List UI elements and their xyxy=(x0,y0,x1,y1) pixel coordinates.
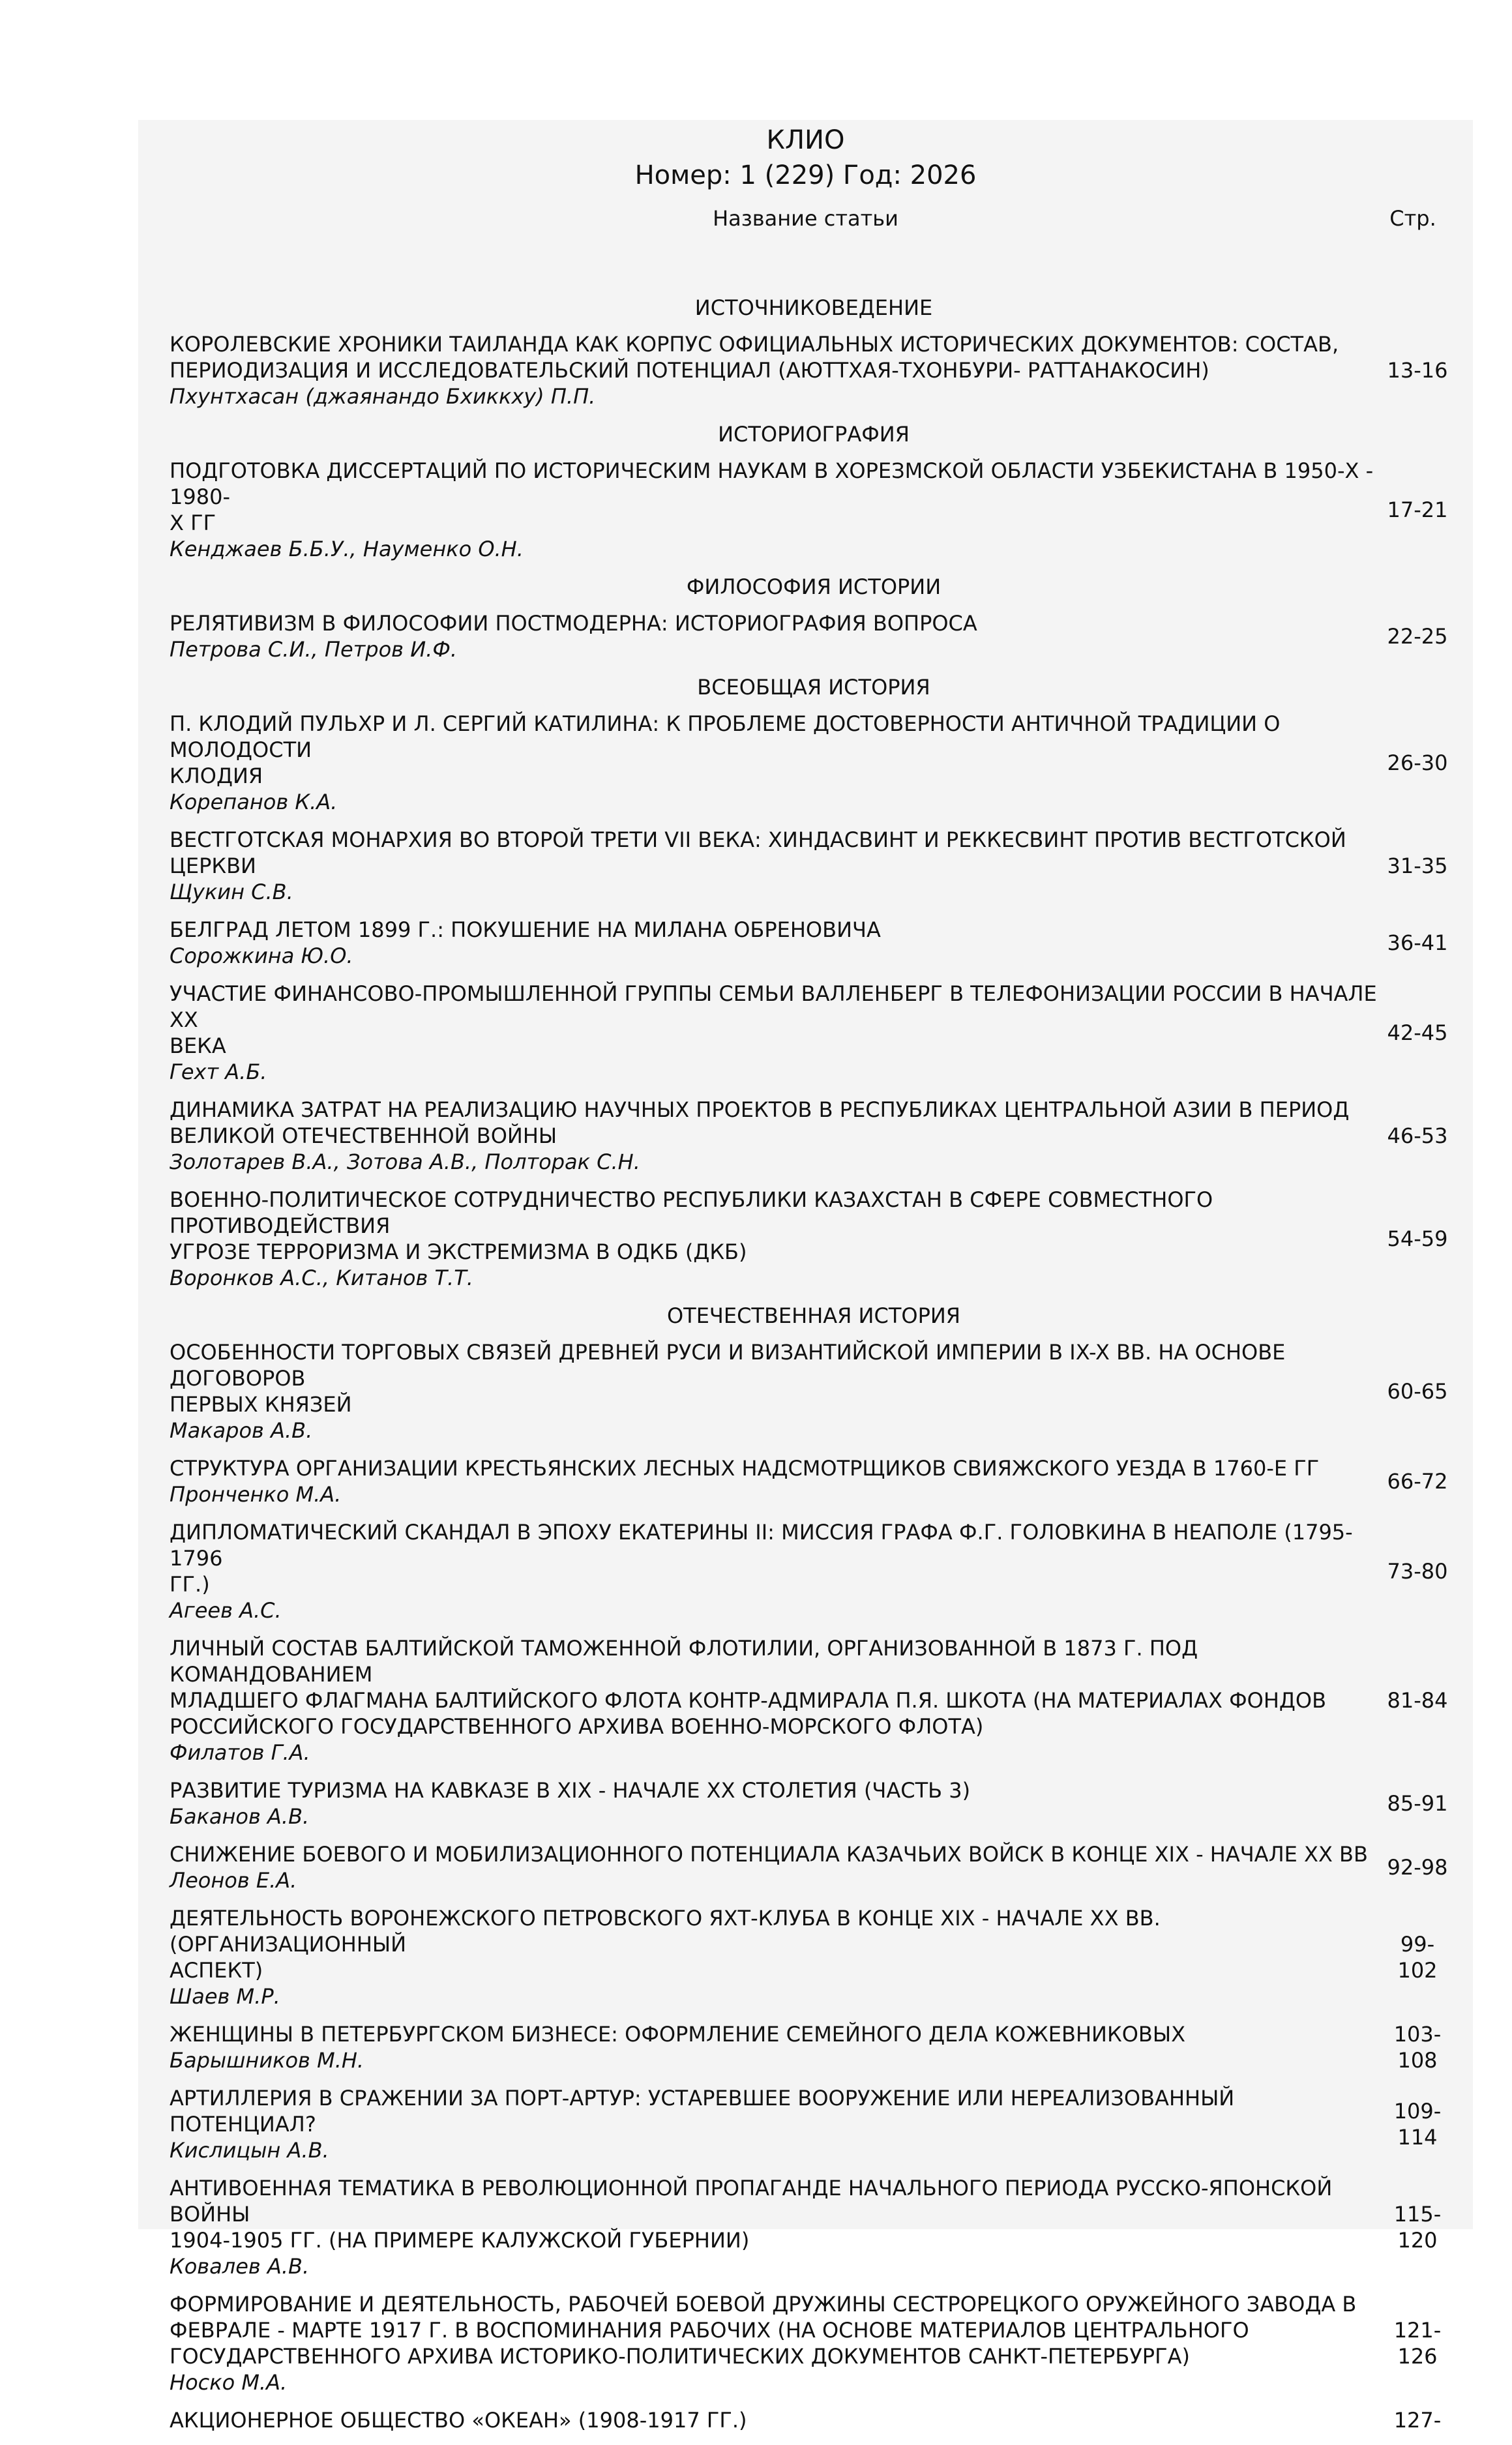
article-title-link[interactable]: ДИПЛОМАТИЧЕСКИЙ СКАНДАЛ В ЭПОХУ ЕКАТЕРИНЫ II: МИССИЯ ГРАФА Ф.Г. ГОЛОВКИНА В НЕАПОЛЕ (1795-1796 ГГ.) xyxy=(170,1520,1353,1597)
article-pages: 42-45 xyxy=(1387,1020,1448,1045)
article-body xyxy=(170,1339,1377,1444)
article-body xyxy=(170,2175,1377,2279)
section-heading: ОТЕЧЕСТВЕННАЯ ИСТОРИЯ xyxy=(666,1303,961,1328)
article-pages: 46-53 xyxy=(1387,1123,1448,1148)
article-pages: 99- 102 xyxy=(1397,1932,1438,1983)
article-pages: 127- xyxy=(1393,2408,1442,2433)
article-authors-link[interactable]: Агеев А.С. xyxy=(170,1598,282,1623)
article-body xyxy=(170,1635,1377,1766)
article-body xyxy=(170,1905,1377,2009)
article-entry xyxy=(170,2021,1458,2073)
article-entry xyxy=(170,2291,1458,2395)
article-authors-link[interactable]: Пронченко М.А. xyxy=(170,1482,342,1507)
article-title-link[interactable]: АНТИВОЕННАЯ ТЕМАТИКА В РЕВОЛЮЦИОННОЙ ПРОПАГАНДЕ НАЧАЛЬНОГО ПЕРИОДА РУССКО-ЯПОНСКОЙ ВОЙНЫ 1904-1905 ГГ. (НА ПРИМЕРЕ КАЛУЖСКОЙ ГУБЕРНИИ) xyxy=(170,2176,1333,2253)
article-title-link[interactable]: ЛИЧНЫЙ СОСТАВ БАЛТИЙСКОЙ ТАМОЖЕННОЙ ФЛОТИЛИИ, ОРГАНИЗОВАННОЙ В 1873 Г. ПОД КОМАНДОВАНИЕМ МЛАДШЕГО ФЛАГМАНА БАЛТИЙСКОГО ФЛОТА КОНТР-АДМИРАЛА П.Я. ШКОТА (НА МАТЕРИАЛАХ ФОНДОВ РОССИЙСКОГО ГОСУДАРСТВЕННОГО АРХИВА ВОЕННО-МОРСКОГО ФЛОТА) xyxy=(170,1636,1327,1739)
article-title-link[interactable]: БЕЛГРАД ЛЕТОМ 1899 Г.: ПОКУШЕНИЕ НА МИЛАНА ОБРЕНОВИЧА xyxy=(170,917,881,942)
article-authors-link[interactable]: Макаров А.В. xyxy=(170,1418,313,1443)
article-title-link[interactable]: ОСОБЕННОСТИ ТОРГОВЫХ СВЯЗЕЙ ДРЕВНЕЙ РУСИ И ВИЗАНТИЙСКОЙ ИМПЕРИИ В IX-X ВВ. НА ОСНОВЕ ДОГОВОРОВ ПЕРВЫХ КНЯЗЕЙ xyxy=(170,1340,1286,1417)
article-pages: 26-30 xyxy=(1387,750,1448,775)
article-title-link[interactable]: АРТИЛЛЕРИЯ В СРАЖЕНИИ ЗА ПОРТ-АРТУР: УСТАРЕВШЕЕ ВООРУЖЕНИЕ ИЛИ НЕРЕАЛИЗОВАННЫЙ ПОТЕНЦИАЛ? xyxy=(170,2086,1235,2137)
article-body xyxy=(170,1097,1377,1175)
article-entry xyxy=(170,2407,1458,2433)
article-pages: 22-25 xyxy=(1387,624,1448,649)
article-title-link[interactable]: ПОДГОТОВКА ДИССЕРТАЦИЙ ПО ИСТОРИЧЕСКИМ НАУКАМ В ХОРЕЗМСКОЙ ОБЛАСТИ УЗБЕКИСТАНА В 1950-Х - 1980- Х ГГ xyxy=(170,458,1374,535)
article-title-link[interactable]: П. КЛОДИЙ ПУЛЬХР И Л. СЕРГИЙ КАТИЛИНА: К ПРОБЛЕМЕ ДОСТОВЕРНОСТИ АНТИЧНОЙ ТРАДИЦИИ О МОЛОДОСТИ КЛОДИЯ xyxy=(170,711,1281,788)
article-authors-link[interactable]: Пхунтхасан (джаянандо Бхиккху) П.П. xyxy=(170,384,596,409)
article-pages: 60-65 xyxy=(1387,1379,1448,1404)
journal-title: КЛИО xyxy=(766,125,845,155)
article-body xyxy=(170,917,1377,969)
article-entry xyxy=(170,827,1458,905)
article-pages: 13-16 xyxy=(1387,358,1448,383)
article-title-link[interactable]: АКЦИОНЕРНОЕ ОБЩЕСТВО «ОКЕАН» (1908-1917 ГГ.) xyxy=(170,2408,747,2433)
article-authors-link[interactable]: Гехт А.Б. xyxy=(170,1060,267,1084)
article-pages: 85-91 xyxy=(1387,1791,1448,1816)
article-entry xyxy=(170,610,1458,662)
article-title-link[interactable]: СТРУКТУРА ОРГАНИЗАЦИИ КРЕСТЬЯНСКИХ ЛЕСНЫХ НАДСМОТРЩИКОВ СВИЯЖСКОГО УЕЗДА В 1760-Е ГГ xyxy=(170,1456,1320,1481)
article-pages: 73-80 xyxy=(1387,1559,1448,1584)
column-header-pages: Стр. xyxy=(1389,206,1436,231)
article-entry xyxy=(170,1841,1458,1893)
article-pages: 54-59 xyxy=(1387,1226,1448,1251)
article-entry xyxy=(170,458,1458,562)
article-entry xyxy=(170,981,1458,1085)
section-heading: ИСТОРИОГРАФИЯ xyxy=(718,422,910,447)
article-body xyxy=(170,610,1377,662)
article-authors-link[interactable]: Щукин С.В. xyxy=(170,880,293,904)
article-pages: 92-98 xyxy=(1387,1855,1448,1880)
article-authors-link[interactable]: Носко М.А. xyxy=(170,2370,288,2395)
article-authors-link[interactable]: Петрова С.И., Петров И.Ф. xyxy=(170,637,458,662)
article-entry xyxy=(170,1455,1458,1507)
article-pages: 81-84 xyxy=(1387,1688,1448,1713)
article-entry xyxy=(170,1187,1458,1291)
article-pages: 109- 114 xyxy=(1393,2099,1442,2150)
article-body xyxy=(170,2021,1377,2073)
section-heading: ФИЛОСОФИЯ ИСТОРИИ xyxy=(686,574,941,599)
article-authors-link[interactable]: Шаев М.Р. xyxy=(170,1984,280,2009)
article-body xyxy=(170,2291,1377,2395)
article-entry xyxy=(170,331,1458,409)
article-entry xyxy=(170,1097,1458,1175)
article-pages: 115- 120 xyxy=(1393,2202,1442,2253)
article-pages: 17-21 xyxy=(1387,497,1448,522)
article-body xyxy=(170,458,1377,562)
section-heading: ИСТОЧНИКОВЕДЕНИЕ xyxy=(694,295,933,320)
article-authors-link[interactable]: Леонов Е.А. xyxy=(170,1868,297,1893)
table-of-contents xyxy=(170,295,1458,2445)
article-title-link[interactable]: ВЕСТГОТСКАЯ МОНАРХИЯ ВО ВТОРОЙ ТРЕТИ VII ВЕКА: ХИНДАСВИНТ И РЕККЕСВИНТ ПРОТИВ ВЕСТГОТСКОЙ ЦЕРКВИ xyxy=(170,827,1346,878)
article-entry xyxy=(170,1339,1458,1444)
article-title-link[interactable]: ФОРМИРОВАНИЕ И ДЕЯТЕЛЬНОСТЬ, РАБОЧЕЙ БОЕВОЙ ДРУЖИНЫ СЕСТРОРЕЦКОГО ОРУЖЕЙНОГО ЗАВОДА В ФЕВРАЛЕ - МАРТЕ 1917 Г. В ВОСПОМИНАНИЯ РАБОЧИХ (НА ОСНОВЕ МАТЕРИАЛОВ ЦЕНТРАЛЬНОГО ГОСУДАРСТВЕННОГО АРХИВА ИСТОРИКО-ПОЛИТИЧЕСКИХ ДОКУМЕНТОВ САНКТ-ПЕТЕРБУРГА) xyxy=(170,2292,1357,2369)
article-title-link[interactable]: РЕЛЯТИВИЗМ В ФИЛОСОФИИ ПОСТМОДЕРНА: ИСТОРИОГРАФИЯ ВОПРОСА xyxy=(170,611,977,636)
article-body xyxy=(170,711,1377,815)
contents-sheet xyxy=(138,120,1473,2433)
article-authors-link[interactable]: Золотарев В.А., Зотова А.В., Полторак С.Н. xyxy=(170,1149,640,1174)
issue-line: Номер: 1 (229) Год: 2026 xyxy=(634,160,977,190)
article-pages: 36-41 xyxy=(1387,930,1448,955)
article-body xyxy=(170,1841,1377,1893)
article-body xyxy=(170,331,1377,409)
article-title-link[interactable]: РАЗВИТИЕ ТУРИЗМА НА КАВКАЗЕ В XIX - НАЧАЛЕ XX СТОЛЕТИЯ (ЧАСТЬ 3) xyxy=(170,1778,971,1803)
article-pages: 103- 108 xyxy=(1393,2022,1442,2073)
article-title-link[interactable]: СНИЖЕНИЕ БОЕВОГО И МОБИЛИЗАЦИОННОГО ПОТЕНЦИАЛА КАЗАЧЬИХ ВОЙСК В КОНЦЕ XIX - НАЧАЛЕ ХХ ВВ xyxy=(170,1842,1368,1867)
article-entry xyxy=(170,1777,1458,1830)
article-title-link[interactable]: УЧАСТИЕ ФИНАНСОВО-ПРОМЫШЛЕННОЙ ГРУППЫ СЕМЬИ ВАЛЛЕНБЕРГ В ТЕЛЕФОНИЗАЦИИ РОССИИ В НАЧАЛЕ ХХ ВЕКА xyxy=(170,981,1377,1058)
column-header-title: Название статьи xyxy=(713,206,898,231)
article-authors-link[interactable]: Баканов А.В. xyxy=(170,1804,310,1829)
article-authors-link[interactable]: Кислицын А.В. xyxy=(170,2138,329,2163)
article-body xyxy=(170,1455,1377,1507)
article-pages: 66-72 xyxy=(1387,1469,1448,1494)
article-title-link[interactable]: ВОЕННО-ПОЛИТИЧЕСКОЕ СОТРУДНИЧЕСТВО РЕСПУБЛИКИ КАЗАХСТАН В СФЕРЕ СОВМЕСТНОГО ПРОТИВОДЕЙСТВИЯ УГРОЗЕ ТЕРРОРИЗМА И ЭКСТРЕМИЗМА В ОДКБ (ДКБ) xyxy=(170,1187,1213,1264)
article-body xyxy=(170,1519,1377,1623)
article-body xyxy=(170,2085,1377,2163)
article-entry xyxy=(170,1635,1458,1766)
article-pages: 121- 126 xyxy=(1393,2318,1442,2369)
article-authors-link[interactable]: Сорожкина Ю.О. xyxy=(170,943,353,968)
article-authors-link[interactable]: Барышников М.Н. xyxy=(170,2048,364,2073)
article-title-link[interactable]: ДЕЯТЕЛЬНОСТЬ ВОРОНЕЖСКОГО ПЕТРОВСКОГО ЯХТ-КЛУБА В КОНЦЕ XIX - НАЧАЛЕ ХХ ВВ. (ОРГАНИЗАЦИОННЫЙ АСПЕКТ) xyxy=(170,1906,1161,1983)
article-body xyxy=(170,2407,1377,2433)
section-heading: ВСЕОБЩАЯ ИСТОРИЯ xyxy=(697,675,930,700)
article-entry xyxy=(170,1905,1458,2009)
article-title-link[interactable]: ЖЕНЩИНЫ В ПЕТЕРБУРГСКОМ БИЗНЕСЕ: ОФОРМЛЕНИЕ СЕМЕЙНОГО ДЕЛА КОЖЕВНИКОВЫХ xyxy=(170,2022,1185,2047)
article-authors-link[interactable]: Филатов Г.А. xyxy=(170,1740,310,1765)
article-authors-link[interactable]: Воронков А.С., Китанов Т.Т. xyxy=(170,1266,473,1290)
article-body xyxy=(170,827,1377,905)
article-authors-link[interactable]: Ковалев А.В. xyxy=(170,2254,310,2279)
article-pages: 31-35 xyxy=(1387,853,1448,878)
article-body xyxy=(170,1187,1377,1291)
article-authors-link[interactable]: Корепанов К.А. xyxy=(170,790,338,814)
article-authors-link[interactable]: Кенджаев Б.Б.У., Науменко О.Н. xyxy=(170,537,524,561)
article-title-link[interactable]: ДИНАМИКА ЗАТРАТ НА РЕАЛИЗАЦИЮ НАУЧНЫХ ПРОЕКТОВ В РЕСПУБЛИКАХ ЦЕНТРАЛЬНОЙ АЗИИ В ПЕРИОД ВЕЛИКОЙ ОТЕЧЕСТВЕННОЙ ВОЙНЫ xyxy=(170,1097,1350,1148)
article-title-link[interactable]: КОРОЛЕВСКИЕ ХРОНИКИ ТАИЛАНДА КАК КОРПУС ОФИЦИАЛЬНЫХ ИСТОРИЧЕСКИХ ДОКУМЕНТОВ: СОСТАВ, ПЕРИОДИЗАЦИЯ И ИССЛЕДОВАТЕЛЬСКИЙ ПОТЕНЦИАЛ (АЮТТХАЯ-ТХОНБУРИ- РАТТАНАКОСИН) xyxy=(170,332,1339,383)
article-body xyxy=(170,981,1377,1085)
article-entry xyxy=(170,711,1458,815)
article-entry xyxy=(170,1519,1458,1623)
article-entry xyxy=(170,917,1458,969)
article-entry xyxy=(170,2175,1458,2279)
article-entry xyxy=(170,2085,1458,2163)
article-body xyxy=(170,1777,1377,1830)
